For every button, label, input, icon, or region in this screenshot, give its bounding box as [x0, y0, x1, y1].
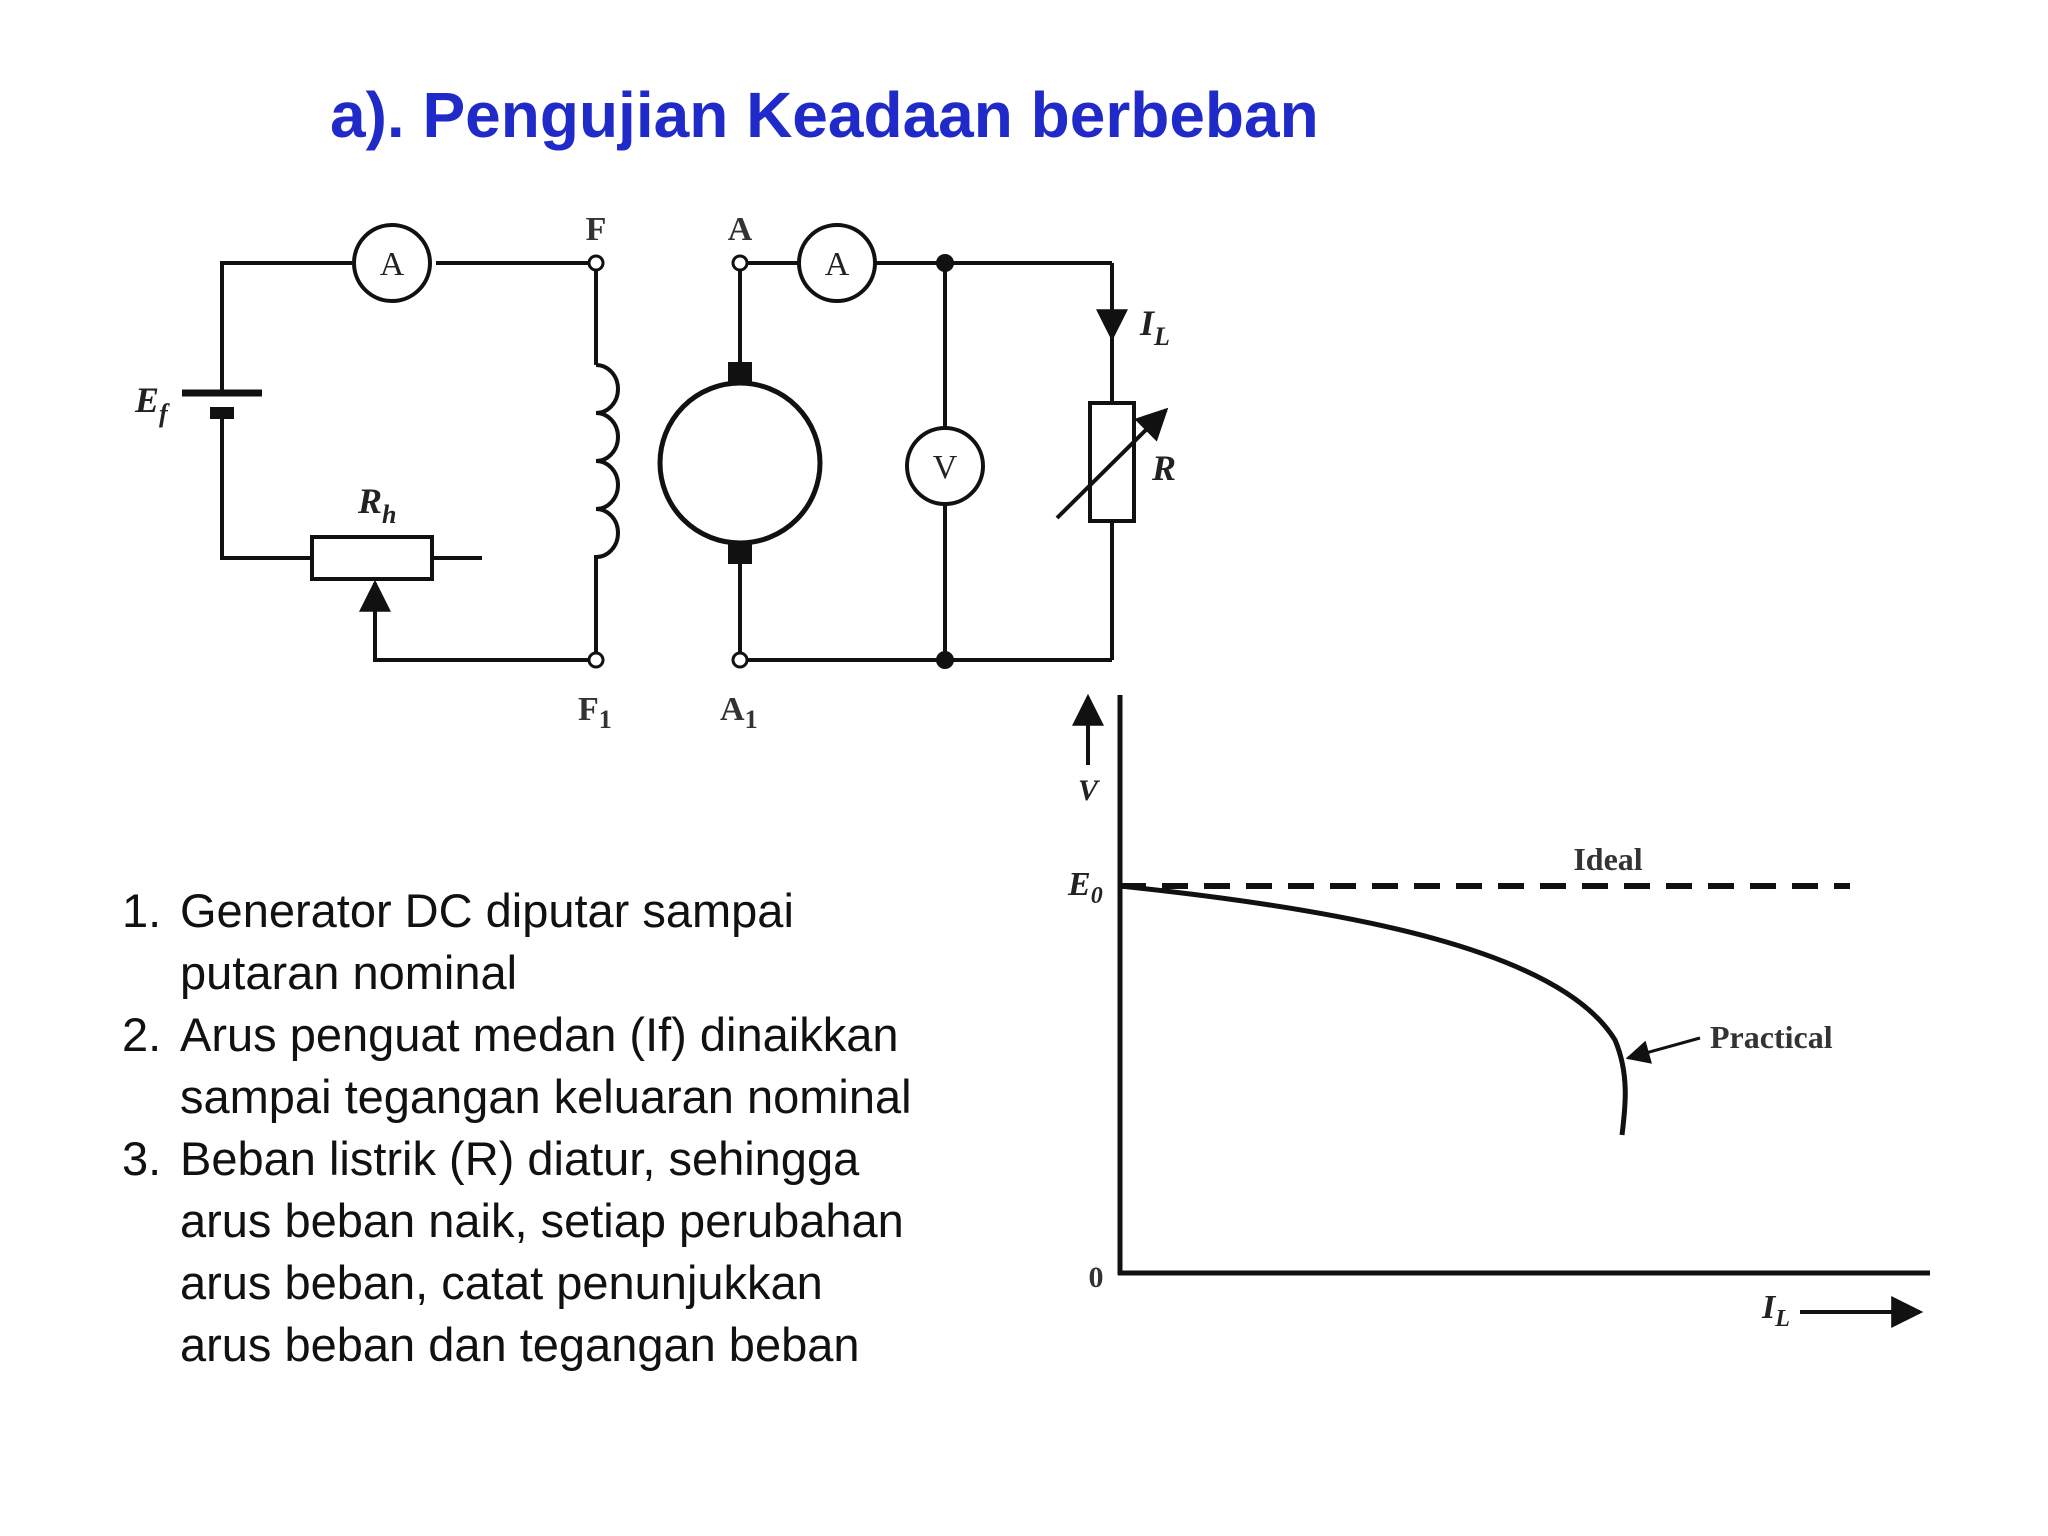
step-text: arus beban dan tegangan beban	[180, 1318, 860, 1371]
step-text: Generator DC diputar sampai	[180, 884, 794, 937]
rheostat-label: $R_h$	[358, 481, 397, 529]
terminal-f1	[589, 653, 603, 667]
rheostat-wiper-wire	[375, 595, 596, 660]
step-3	[122, 1128, 1022, 1376]
practical-label: Practical	[1710, 1019, 1833, 1055]
terminal-f	[589, 256, 603, 270]
step-text: putaran nominal	[180, 946, 518, 999]
step-text: arus beban naik, setiap perubahan	[180, 1194, 904, 1247]
svg-text:A: A	[824, 246, 850, 283]
step-text: arus beban, catat penunjukkan	[180, 1256, 823, 1309]
load-current-label: $I_L$	[1140, 303, 1170, 351]
terminal-a	[733, 256, 747, 270]
practical-pointer	[1628, 1038, 1700, 1058]
dc-generator-icon	[660, 362, 820, 564]
y-axis-label: V	[1077, 774, 1099, 807]
field-ammeter-icon	[354, 225, 430, 301]
load-resistor-label: R	[1152, 448, 1177, 488]
field-top-wire-left	[222, 263, 352, 393]
practical-curve	[1120, 886, 1625, 1135]
load-characteristic-graph	[1067, 695, 1930, 1332]
step-number: 1.	[122, 884, 162, 937]
ideal-label: Ideal	[1573, 841, 1643, 877]
step-text: Beban listrik (R) diatur, sehingga	[180, 1132, 860, 1185]
field-circuit	[222, 263, 618, 660]
step-number: 2.	[122, 1008, 162, 1061]
procedure-steps	[122, 880, 1022, 1376]
field-left-wire	[222, 415, 312, 558]
step-text: sampai tegangan keluaran nominal	[180, 1070, 912, 1123]
junction-top	[936, 254, 954, 272]
terminal-f-label: F	[585, 211, 607, 248]
page-title: a). Pengujian Keadaan berbeban	[330, 79, 1319, 151]
battery-icon	[182, 393, 262, 419]
e0-label: $E_0$	[1068, 866, 1103, 909]
terminal-a1-label: $A_1$	[720, 691, 758, 734]
terminal-a1	[733, 653, 747, 667]
step-number: 3.	[122, 1132, 162, 1185]
origin-label: 0	[1088, 1261, 1104, 1294]
svg-text:V: V	[932, 449, 958, 486]
rheostat-icon	[312, 537, 432, 579]
variable-resistor-icon	[1057, 403, 1166, 521]
terminal-a-label: A	[727, 211, 753, 248]
x-axis-label: $I_L$	[1762, 1289, 1790, 1332]
field-winding-coil	[596, 365, 618, 557]
svg-text:A: A	[379, 246, 405, 283]
step-text: Arus penguat medan (If) dinaikkan	[180, 1008, 899, 1061]
junction-bottom	[936, 651, 954, 669]
step-1	[122, 880, 1022, 1004]
terminal-f1-label: $F_1$	[578, 691, 612, 734]
step-2	[122, 1004, 1022, 1128]
voltmeter-icon	[907, 428, 983, 504]
source-label: $E_f$	[135, 380, 168, 428]
armature-ammeter-icon	[799, 225, 875, 301]
